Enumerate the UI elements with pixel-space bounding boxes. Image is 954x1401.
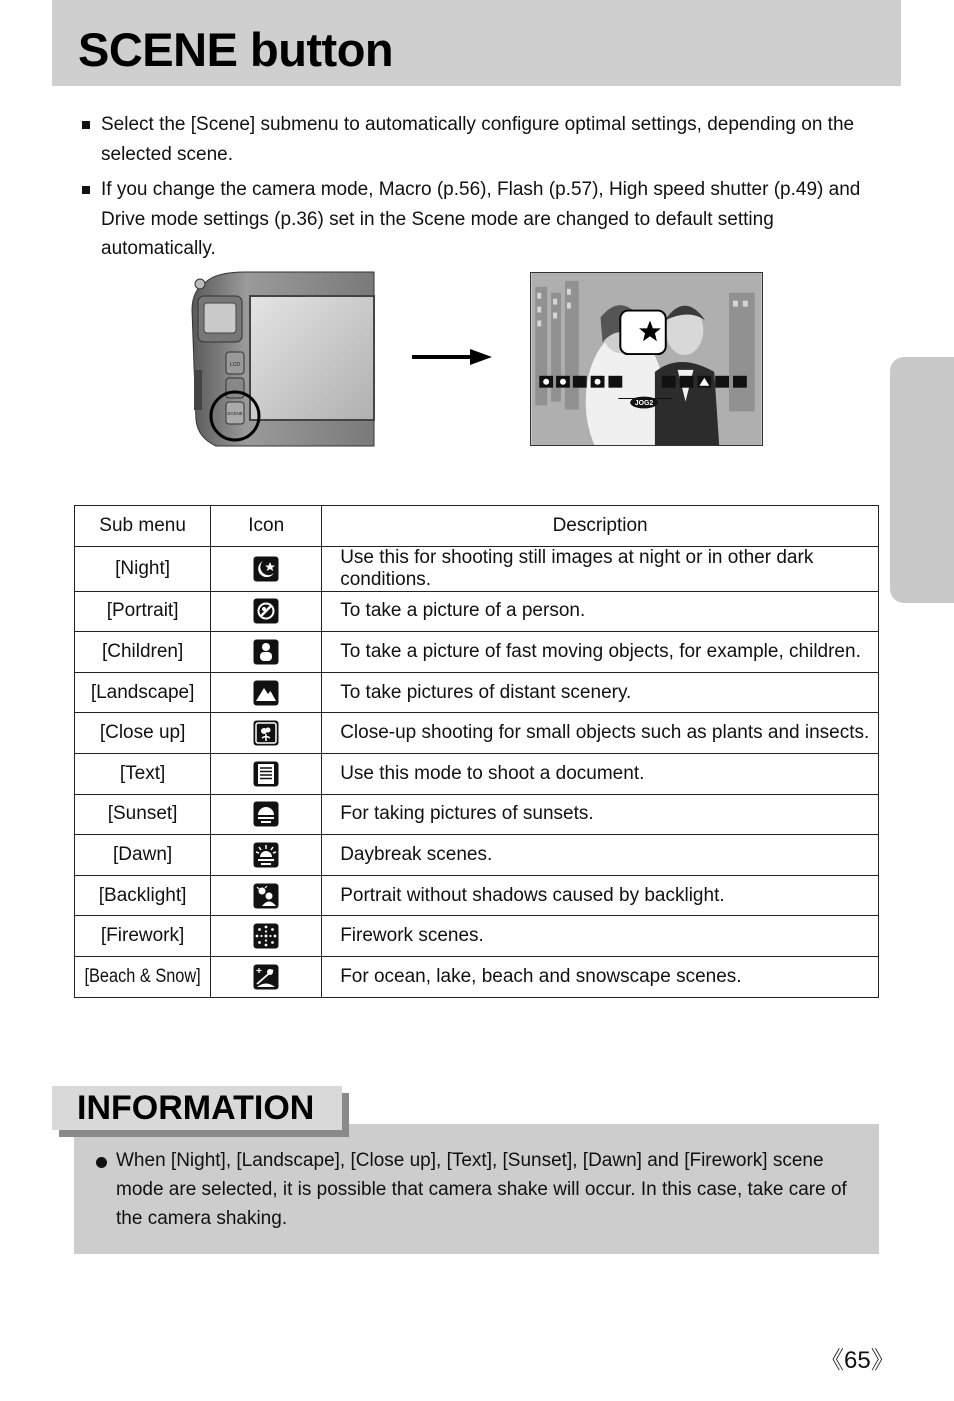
description-cell: Use this for shooting still images at night or in other dark conditions. (322, 546, 879, 591)
submenu-cell: [Night] (75, 546, 211, 591)
page-title: SCENE button (78, 23, 394, 76)
scene-menu-preview-photo (530, 272, 763, 446)
description-cell: To take a picture of fast moving objects, for example, children. (322, 632, 879, 673)
submenu-cell: [Portrait] (75, 591, 211, 632)
submenu-cell: [Sunset] (75, 794, 211, 835)
description-cell: To take a picture of a person. (322, 591, 879, 632)
table-row (75, 956, 879, 997)
submenu-cell: [Text] (75, 753, 211, 794)
round-bullet-icon (96, 1157, 107, 1168)
square-bullet-icon (82, 121, 90, 129)
table-row (75, 835, 879, 876)
side-tab (890, 357, 954, 603)
description-cell: For ocean, lake, beach and snowscape scenes. (322, 956, 879, 997)
description-cell: To take pictures of distant scenery. (322, 672, 879, 713)
dawn-scene-icon (253, 842, 279, 868)
submenu-cell: [Backlight] (75, 875, 211, 916)
submenu-cell: [Landscape] (75, 672, 211, 713)
scene-table (74, 505, 879, 998)
landscape-scene-icon (253, 680, 279, 706)
header-icon: Icon (211, 506, 322, 547)
description-cell: Close-up shooting for small objects such as plants and insects. (322, 713, 879, 754)
lcd-button-label: LCD (229, 362, 241, 368)
table-row (75, 713, 879, 754)
square-bullet-icon (82, 186, 90, 194)
closeup-scene-icon (253, 720, 279, 746)
table-row (75, 875, 879, 916)
information-title: INFORMATION (77, 1089, 315, 1127)
table-row (75, 794, 879, 835)
submenu-cell: [Children] (75, 632, 211, 673)
portrait-scene-icon (253, 598, 279, 624)
intro-bullet-list (82, 110, 882, 270)
right-arrow-icon (410, 347, 494, 367)
table-row (75, 546, 879, 591)
information-text: When [Night], [Landscape], [Close up], [Text], [Sunset], [Dawn] and [Firework] scene mode are selected, it is possible that camera shake will occur. In this case, take care of the camera shaking. (116, 1150, 847, 1229)
table-row (75, 632, 879, 673)
firework-scene-icon (253, 923, 279, 949)
jog-label: JOG2 (634, 399, 654, 407)
sunset-scene-icon (253, 801, 279, 827)
information-label (52, 1086, 342, 1130)
bullet-item: Select the [Scene] submenu to automatically configure optimal settings, depending on the selected scene. (82, 110, 882, 169)
description-cell: Firework scenes. (322, 916, 879, 957)
children-scene-icon (253, 639, 279, 665)
page-number: 《65》 (820, 1347, 895, 1374)
table-row (75, 753, 879, 794)
header-description: Description (322, 506, 879, 547)
text-scene-icon (253, 761, 279, 787)
table-header-row (75, 506, 879, 547)
title-bar (52, 0, 901, 86)
backlight-scene-icon (253, 883, 279, 909)
table-row (75, 916, 879, 957)
table-row (75, 591, 879, 632)
table-row (75, 672, 879, 713)
scene-button-label: SCENE (227, 411, 243, 416)
bullet-item: If you change the camera mode, Macro (p.56), Flash (p.57), High speed shutter (p.49) and Drive mode settings (p.36) set in the Scene mode are changed to default setting automatically. (82, 175, 882, 264)
description-cell: Daybreak scenes. (322, 835, 879, 876)
description-cell: For taking pictures of sunsets. (322, 794, 879, 835)
night-scene-icon (253, 556, 279, 582)
description-cell: Portrait without shadows caused by backlight. (322, 875, 879, 916)
submenu-cell: [Dawn] (75, 835, 211, 876)
beach-snow-scene-icon (253, 964, 279, 990)
camera-back-illustration (186, 270, 376, 448)
submenu-cell: [Firework] (75, 916, 211, 957)
header-submenu: Sub menu (75, 506, 211, 547)
description-cell: Use this mode to shoot a document. (322, 753, 879, 794)
submenu-cell: [Close up] (75, 713, 211, 754)
submenu-cell: [Beach & Snow] (75, 956, 211, 997)
